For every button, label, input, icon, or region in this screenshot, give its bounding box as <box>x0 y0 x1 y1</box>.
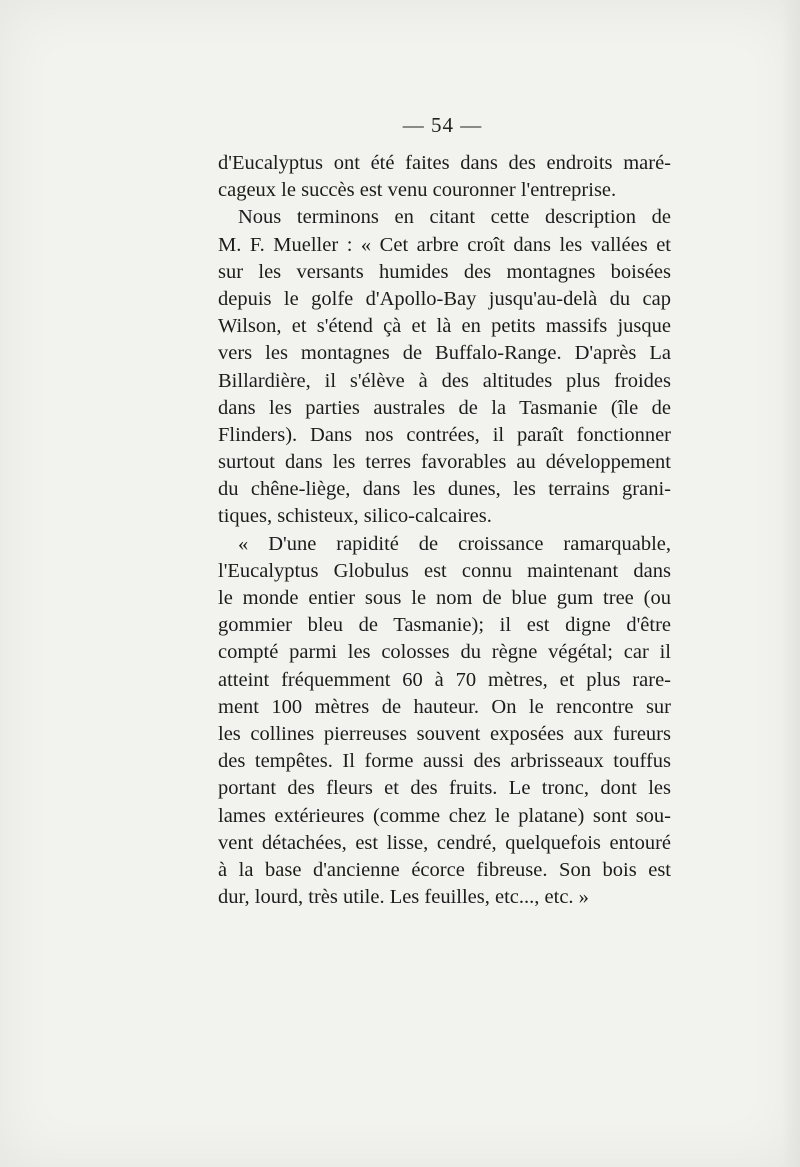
text-line: des tempêtes. Il forme aussi des arbrisseaux touffus <box>218 750 671 773</box>
text-line: surtout dans les terres favorables au développement <box>218 451 671 474</box>
page-edge-shadow <box>782 0 800 1167</box>
text-line: tiques, schisteux, silico-calcaires. <box>218 505 492 528</box>
text-line: gommier bleu de Tasmanie); il est digne d'être <box>218 614 671 637</box>
text-line: à la base d'ancienne écorce fibreuse. Son bois est <box>218 858 671 881</box>
text-line: les collines pierreuses souvent exposées aux fureurs <box>218 722 671 745</box>
text-line: M. F. Mueller : « Cet arbre croît dans les vallées et <box>218 233 671 256</box>
text-line: le monde entier sous le nom de blue gum tree (ou <box>218 587 671 609</box>
text-line: Wilson, et s'étend çà et là en petits massifs jusque <box>218 315 671 338</box>
text-line: « D'une rapidité de croissance ramarquable, <box>238 532 671 555</box>
text-line: dur, lourd, très utile. Les feuilles, etc..., etc. » <box>218 886 589 909</box>
text-line: ment 100 mètres de hauteur. On le rencontre sur <box>218 695 671 718</box>
text-line: Nous terminons en citant cette description de <box>238 206 671 229</box>
text-line: du chêne-liège, dans les dunes, les terrains grani- <box>218 478 671 501</box>
text-line: Billardière, il s'élève à des altitudes plus froides <box>218 369 671 392</box>
text-line: dans les parties australes de la Tasmanie (île de <box>218 396 671 419</box>
text-line: vent détachées, est lisse, cendré, quelquefois entouré <box>218 831 671 854</box>
text-line: vers les montagnes de Buffalo-Range. D'après La <box>218 342 671 365</box>
text-line: depuis le golfe d'Apollo-Bay jusqu'au-delà du cap <box>218 287 671 310</box>
text-line: d'Eucalyptus ont été faites dans des endroits maré- <box>218 152 671 174</box>
text-line: cageux le succès est venu couronner l'entreprise. <box>218 179 617 202</box>
text-line: sur les versants humides des montagnes boisées <box>218 260 671 283</box>
text-line: Flinders). Dans nos contrées, il paraît fonctionner <box>218 423 671 446</box>
body-text <box>218 150 671 911</box>
text-line: l'Eucalyptus Globulus est connu maintenant dans <box>218 559 671 582</box>
text-line: lames extérieures (comme chez le platane) sont sou- <box>218 804 671 827</box>
text-line: portant des fleurs et des fruits. Le tronc, dont les <box>218 777 671 800</box>
text-line: compté parmi les colosses du règne végétal; car il <box>218 641 671 664</box>
text-line: atteint fréquemment 60 à 70 mètres, et plus rare- <box>218 668 671 691</box>
page-number: — 54 — <box>402 113 483 137</box>
